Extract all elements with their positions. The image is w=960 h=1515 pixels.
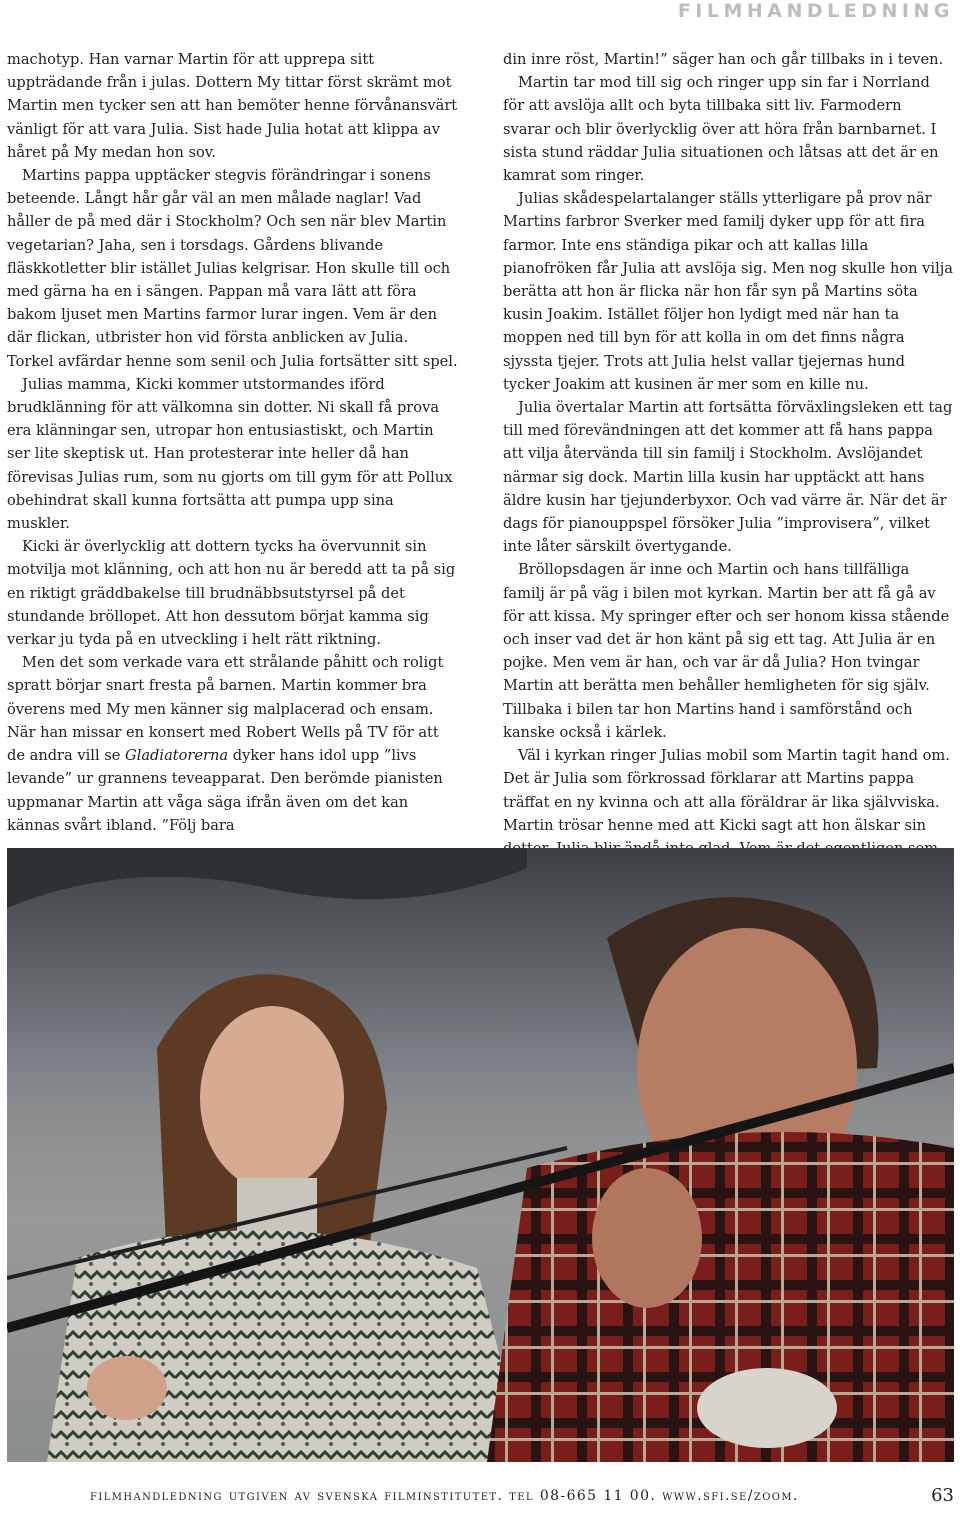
page-number: 63 (931, 1485, 954, 1506)
paragraph: machotyp. Han varnar Martin för att upprepa sitt uppträdande från i julas. Dottern My tittar först skrämt mot Martin men tycker sen att han bemöter henne förvånansvärt vänligt för att vara Julia. Sist hade Julia hotat att klippa av håret på My medan hon sov. (7, 51, 458, 161)
paragraph: Julia övertalar Martin att fortsätta förväxlingsleken ett tag till med förevändningen att det kommer att få hans pappa att vilja återvända till sin familj i Stockholm. Avslöjandet närmar sig dock. Martin lilla kusin har upptäckt att hans äldre kusin har tjejunderbyxor. Och vad värre är. När det är dags för pianouppspel försöker Julia ”improvisera”, vilket inte låter särskilt övertygande. (503, 399, 953, 556)
paragraph: Julias mamma, Kicki kommer utstormandes iförd brudklänning för att välkomna sin dotter. Ni skall få prova era klänningar sen, utropar hon entusiastiskt, och Martin ser lite skeptisk ut. Han protesterar inte heller då han förevisas Julias rum, som nu gjorts om till gym för att Pollux obehindrat skall kunna fortsätta att pumpa upp sina muskler. (7, 375, 453, 533)
film-still-photo (7, 848, 954, 1462)
footer-credit: filmhandledning utgiven av svenska filminstitutet. tel 08-665 11 00. www.sfi.se/zoom. (90, 1488, 799, 1504)
text-run: dyker hans idol upp ”livs levande” ur grannens teveapparat. Den berömde pianisten uppmanar Martin att våga säga ifrån även om det kan kännas svårt ibland. ”Följ bara (7, 747, 443, 834)
paragraph: Martin tar mod till sig och ringer upp sin far i Norrland för att avslöja allt och byta tillbaka sitt liv. Farmodern svarar och blir överlycklig över att höra från barnbarnet. I sista stund räddar Julia situationen och låtsas att det är en kamrat som ringer. (503, 74, 939, 185)
paragraph: din inre röst, Martin!” säger han och går tillbaks in i teven. (503, 51, 944, 68)
paragraph (7, 651, 459, 837)
section-label: FILMHANDLEDNING (677, 0, 954, 22)
left-text-column (7, 48, 459, 837)
text-run: Men det som verkade vara ett strålande påhitt och roligt spratt börjar snart fresta på barnen. Martin kommer bra överens med My men känner sig malplacerad och ensam. När han missar en konsert med Robert Wells på TV för att de andra vill se (7, 654, 444, 765)
paragraph: Julias skådespelartalanger ställs ytterligare på prov när Martins farbror Sverker med familj dyker upp för att fira farmor. Inte ens ständiga pikar och att kallas lilla pianofröken får Julia att avslöja sig. Men nog skulle hon vilja berätta att hon är flicka när hon får syn på Martins söta kusin Joakim. Istället följer hon lydigt med när han ta moppen ned till byn för att kolla in om det finns några sjyssta tjejer. Trots att Julia helst vallar tjejernas hund tycker Joakim att kusinen är mer som en kille nu. (503, 190, 953, 393)
paragraph: Bröllopsdagen är inne och Martin och hans tillfälliga familj är på väg i bilen mot kyrkan. Martin ber att få gå av för att kissa. My springer efter och ser honom kissa stående och inser vad det är hon känt på sig ett tag. Att Julia är en pojke. Men vem är han, och var är då Julia? Hon tvingar Martin att berätta men behåller hemligheten för sig själv. Tillbaka i bilen tar hon Martins hand i samförstånd och kanske också i kärlek. (503, 561, 950, 741)
film-title: Gladiatorerna (125, 747, 229, 765)
paragraph: Martins pappa upptäcker stegvis förändringar i sonens beteende. Långt hår går väl an men målade naglar! Vad håller de på med där i Stockholm? Och sen när blev Martin vegetarian? Jaha, sen i torsdags. Gårdens blivande fläskkotletter blir istället Julias kelgrisar. Hon skulle till och med gärna ha en i sängen. Pappan må vara lätt att föra bakom ljuset men Martins farmor lurar ingen. Vem är den där flickan, utbrister hon vid första anblicken av Julia. Torkel avfärdar henne som senil och Julia fortsätter sitt spel. (7, 167, 458, 370)
right-text-column (503, 48, 953, 883)
photo-illustration (7, 848, 954, 1462)
paragraph: Väl i kyrkan ringer Julias mobil som Martin tagit hand om. Det är Julia som förkrossad förklarar att Martins pappa träffat en ny kvinna och att alla föräldrar är lika självviska. Martin trösar henne med att Kicki sagt att hon älskar sin (503, 747, 950, 834)
paragraph: Kicki är överlycklig att dottern tycks ha övervunnit sin motvilja mot klänning, och att hon nu är beredd att ta på sig en riktigt gräddbakelse till brudnäbbsutstyrsel på det stundande bröllopet. Att hon dessutom börjat kamma sig verkar ju tyda på en utveckling i helt rätt riktning. (7, 538, 456, 649)
